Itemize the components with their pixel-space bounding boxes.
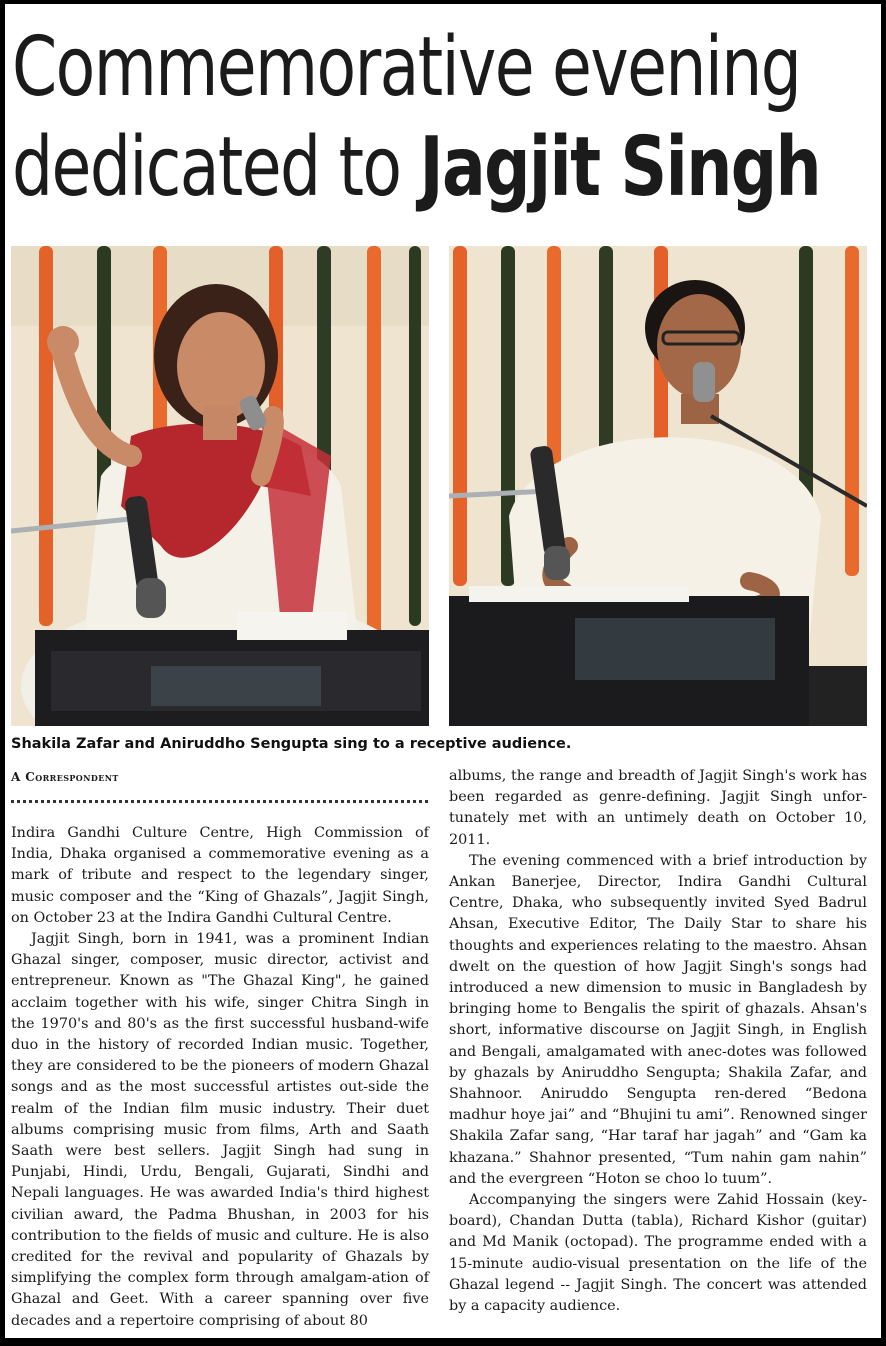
- page-border-top: [0, 0, 886, 4]
- article-paragraph: The evening commenced with a brief introduction by Ankan Banerjee, Director, Indira Gandhi Cultural Centre, Dhaka, who subsequently invited Syed Badrul Ahsan, Executive Editor, The Daily Star to share his thoughts and experiences relating to the maestro. Ahsan dwelt on the question of how Jagjit Singh's songs had introduced a new dimension to music in Bangladesh by bringing home to Bengalis the spirit of ghazals. Ahsan's short, informative discourse on Jagjit Singh, in English and Bengali, amalgamated with anec-dotes was followed by ghazals by Aniruddho Sengupta; Shakila Zafar, and Shahnoor. Aniruddo Sengupta ren-dered “Bedona madhur hoye jai” and “Bhujini tu ami”. Renowned singer Shakila Zafar sang, “Har taraf har jagah” and “Gam ka khazana.” Shahnor presented, “Tum nahin gam nahin” and the evergreen “Hoton se choo lo tuum”.: [449, 852, 867, 1187]
- singer-photo-left: [11, 246, 429, 726]
- article-paragraph: Jagjit Singh, born in 1941, was a prominent Indian Ghazal singer, composer, music director, activist and entrepreneur. Known as "The Ghazal King", he gained acclaim together with his wife, singer Chitra Singh in the 1970's and 80's as the first successful husband-wife duo in the history of recorded Indian music. Together, they are considered to be the pioneers of modern Ghazal songs and as the most successful artistes out-side the realm of the Indian film music industry. Their duet albums comprising music from films, Arth and Saath Saath were best sellers. Jagjit Singh had sung in Punjabi, Hindi, Urdu, Bengali, Gujarati, Sindhi and Nepali languages. He was awarded India's third highest civilian award, the Padma Bhushan, in 2003 for his contribution to the fields of music and culture. He is also credited for the revival and popularity of Ghazals by simplifying the complex form through amalgam-ation of Ghazal and Geet. With a career spanning over five decades and a repertoire comprising of about 80: [11, 931, 429, 1329]
- headline: [12, 18, 821, 218]
- page-border-left: [0, 0, 5, 1346]
- article-column-right: [449, 766, 867, 1317]
- headline-line-2: [12, 118, 821, 218]
- article-paragraph: Accompanying the singers were Zahid Hossain (key-board), Chandan Dutta (tabla), Richard Kishor (guitar) and Md Manik (octopad). The programme ended with a 15-minute audio-visual presentation on the life of the Ghazal legend -- Jagjit Singh. The concert was attended by a capacity audience.: [449, 1192, 867, 1315]
- harmonium-right: [449, 586, 867, 726]
- page-border-right: [881, 0, 886, 1346]
- headline-name: Jagjit Singh: [419, 120, 821, 215]
- page-border-bottom: [0, 1338, 886, 1346]
- headline-line-1: Commemorative evening: [12, 20, 801, 115]
- photo-aniruddho-sengupta: [449, 246, 867, 726]
- article-paragraph: Indira Gandhi Culture Centre, High Commission of India, Dhaka organised a commemorative evening as a mark of tribute and respect to the legendary singer, music composer and the “King of Ghazals”, Jagjit Singh, on October 23 at the Indira Gandhi Cultural Centre.: [11, 825, 429, 926]
- singer-photo-right: [449, 246, 867, 726]
- byline-dotted-rule: [11, 800, 428, 803]
- headline-prefix: dedicated to: [12, 120, 420, 215]
- photo-caption: Shakila Zafar and Aniruddho Sengupta sing to a receptive audience.: [11, 736, 572, 752]
- article-column-left: [11, 823, 429, 1332]
- photo-shakila-zafar: [11, 246, 429, 726]
- byline: A Correspondent: [11, 770, 119, 784]
- article-paragraph: albums, the range and breadth of Jagjit Singh's work has been regarded as genre-defining. Jagjit Singh unfor-tunately met with an untimely death on October 10, 2011.: [449, 768, 867, 848]
